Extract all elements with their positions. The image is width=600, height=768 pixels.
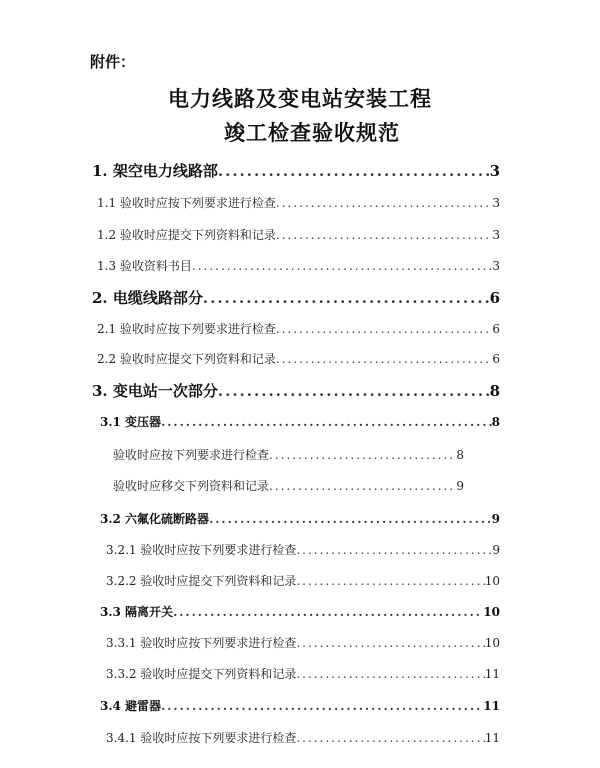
toc-entry-label: 2.2 验收时应提交下列资料和记录 [97,352,276,366]
toc-entry[interactable] [92,287,500,308]
toc-entry-page: 8 [489,382,500,400]
toc-entry-page: 3 [492,259,500,273]
toc-entry-page: 8 [456,448,464,462]
toc-entry-label: 1.3 验收资料书目 [97,259,192,273]
toc-entry-label: 1.1 验收时应按下列要求进行检查 [97,196,276,210]
toc-entry-label: 验收时应按下列要求进行检查 [113,448,270,462]
attachment-label: 附件： [90,53,136,71]
toc-entry-page: 9 [456,479,464,493]
toc-entry[interactable] [100,603,500,620]
toc-entry[interactable] [113,477,464,494]
document-title: 电力线路及变电站安装工程 [168,86,432,111]
toc-entry[interactable] [100,510,500,527]
toc-entry-label: 3.4.1 验收时应按下列要求进行检查 [106,731,297,745]
toc-entry-page: 10 [484,574,500,588]
toc-entry-page: 8 [491,415,500,429]
toc-entry[interactable] [100,413,500,430]
toc-entry[interactable] [106,541,500,558]
toc-entry-label: 3. 变电站一次部分 [92,382,218,400]
toc-entry[interactable] [97,320,500,337]
toc-entry-page: 6 [492,352,500,366]
toc-entry[interactable] [106,634,500,651]
toc-entry-label: 3.3.1 验收时应按下列要求进行检查 [106,636,297,650]
toc-entry-label: 3.2.2 验收时应提交下列资料和记录 [106,574,297,588]
toc-entry[interactable] [92,160,500,181]
toc-entry[interactable] [97,257,500,274]
toc-entry-page: 6 [489,289,500,307]
toc-entry-page: 6 [492,322,500,336]
toc-entry-label: 3.2.1 验收时应按下列要求进行检查 [106,543,297,557]
toc-entry-page: 11 [484,667,500,681]
toc-entry-label: 3.4 避雷器 [100,699,162,713]
toc-entry[interactable] [97,194,500,211]
toc-entry[interactable] [113,446,464,463]
toc-entry-page: 3 [489,162,500,180]
toc-entry[interactable] [92,380,500,401]
toc-entry-label: 验收时应移交下列资料和记录 [113,479,270,493]
toc-entry[interactable] [97,226,500,243]
toc-entry-page: 10 [483,605,500,619]
toc-entry-page: 10 [484,636,500,650]
toc-entry-label: 3.3 隔离开关 [100,605,174,619]
toc-entry[interactable] [100,697,500,714]
toc-entry-label: 3.1 变压器 [100,415,162,429]
document-subtitle: 竣工检查验收规范 [224,120,400,145]
toc-entry-page: 3 [492,196,500,210]
toc-entry-label: 2. 电缆线路部分 [92,289,203,307]
toc-entry-page: 9 [492,543,500,557]
toc-entry-page: 11 [484,731,500,745]
toc-entry-page: 11 [483,699,500,713]
toc-entry-label: 3.2 六氟化硫断路器 [100,512,210,526]
toc-entry-label: 1.2 验收时应提交下列资料和记录 [97,228,276,242]
toc-entry-label: 2.1 验收时应按下列要求进行检查 [97,322,276,336]
toc-entry-label: 3.3.2 验收时应提交下列资料和记录 [106,667,297,681]
toc-entry[interactable] [97,350,500,367]
toc-entry-label: 1. 架空电力线路部 [92,162,218,180]
toc-entry[interactable] [106,665,500,682]
toc-entry[interactable] [106,572,500,589]
toc-entry-page: 3 [492,228,500,242]
toc-entry[interactable] [106,729,500,746]
toc-entry-page: 9 [491,512,500,526]
